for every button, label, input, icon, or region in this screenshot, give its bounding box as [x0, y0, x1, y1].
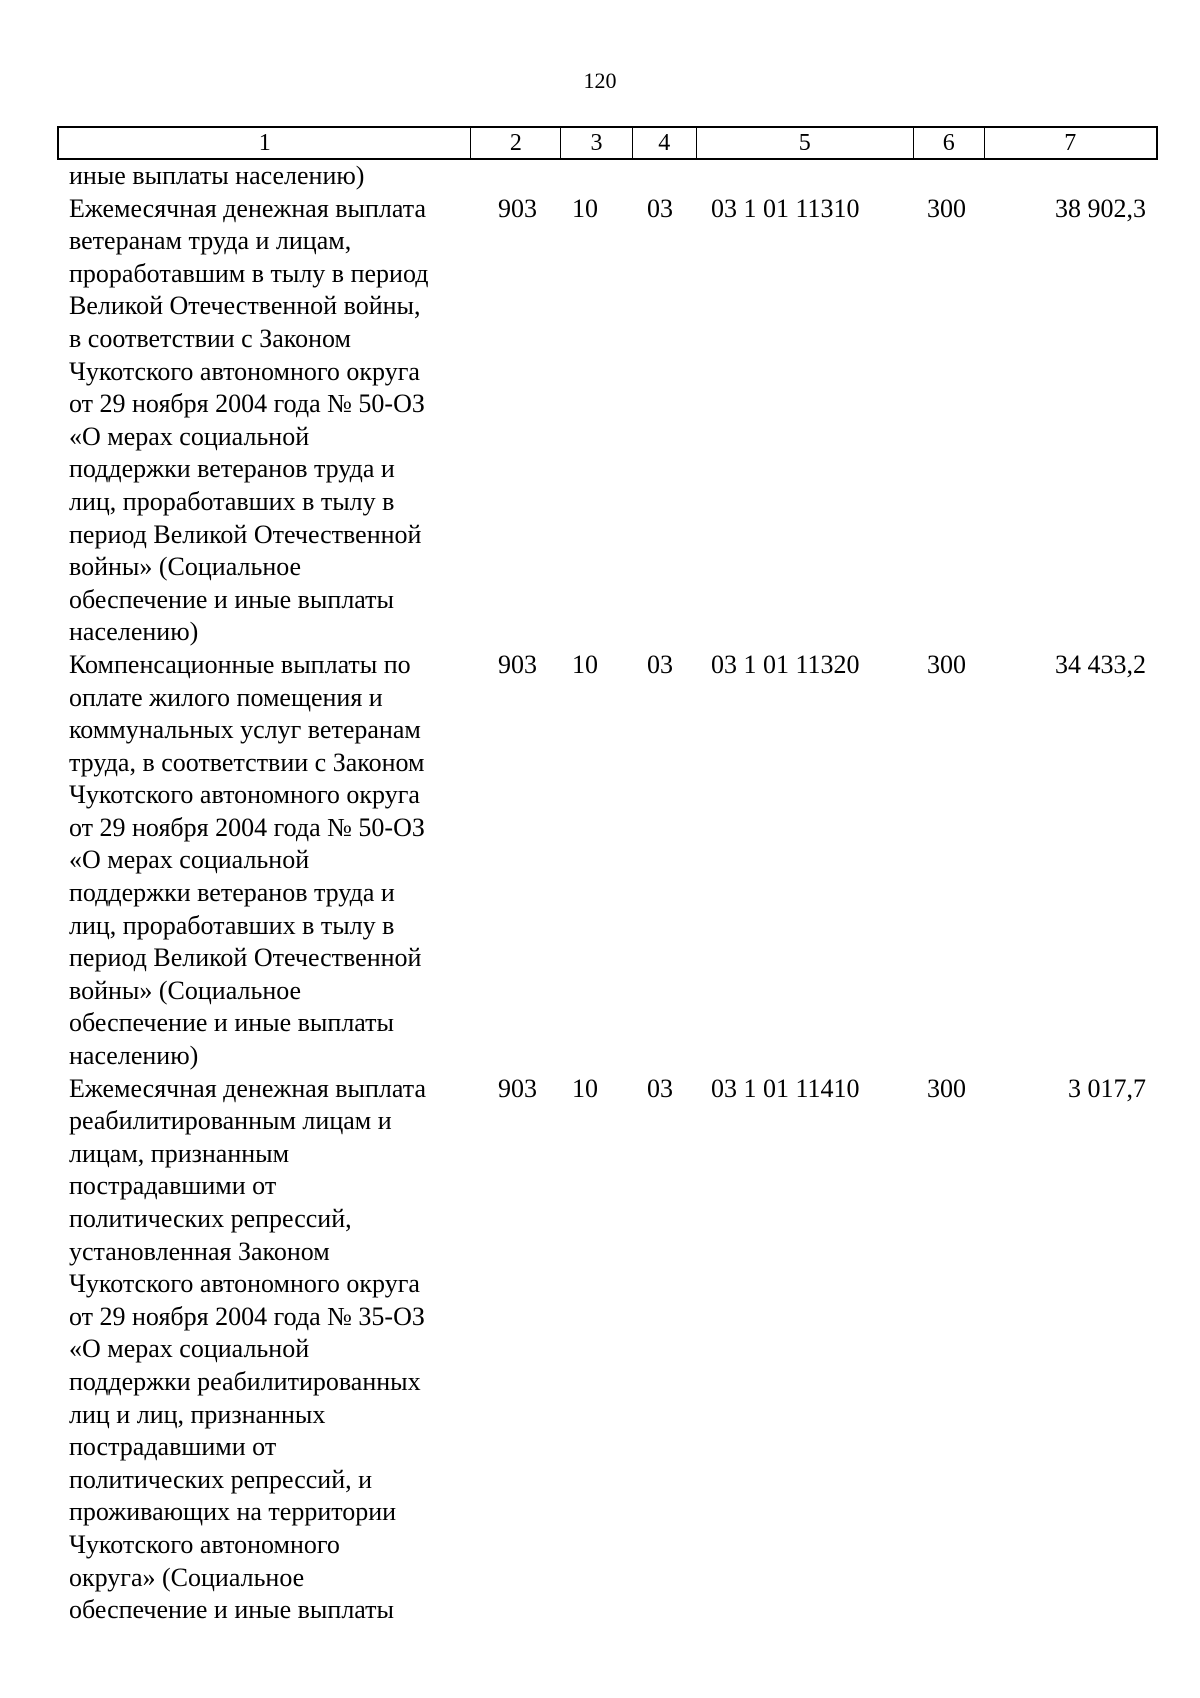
row-subsection: 03 — [647, 1073, 673, 1103]
row-target: 03 1 01 11410 — [711, 1073, 860, 1103]
row-ministry — [471, 160, 561, 193]
table-row — [57, 160, 1158, 193]
header-col-2: 2 — [471, 128, 561, 158]
row-amount — [986, 160, 1158, 193]
row-ministry: 903 — [498, 649, 537, 679]
row-ministry: 903 — [498, 193, 537, 223]
row-description: Ежемесячная денежная выплата ветеранам труда и лицам, проработавшим в тылу в период Великой Отечественной войны, в соответствии с Законом Чукотского автономного округа от 29 ноября 2004 года № 50-ОЗ «О мерах социальной поддержки ветеранов труда и лиц, проработавших в тылу в период Великой Отечественной войны» (Социальное обеспечение и иные выплаты населению) — [69, 193, 429, 647]
header-col-4: 4 — [633, 128, 697, 158]
header-col-6: 6 — [914, 128, 985, 158]
header-col-5: 5 — [697, 128, 914, 158]
row-subsection: 03 — [647, 193, 673, 223]
row-ministry: 903 — [498, 1073, 537, 1103]
row-amount: 3 017,7 — [1068, 1073, 1146, 1103]
row-target — [697, 160, 915, 193]
row-type — [915, 160, 986, 193]
table-header — [57, 126, 1158, 160]
row-description: Ежемесячная денежная выплата реабилитированным лицам и лицам, признанным пострадавшими от политических репрессий, установленная Законом Чукотского автономного округа от 29 ноября 2004 года № 35-ОЗ «О мерах социальной поддержки реабилитированных лиц и лиц, признанных пострадавшими от политических репрессий, и проживающих на территории Чукотского автономного округа» (Социальное обеспечение и иные выплаты — [69, 1073, 426, 1625]
row-description: иные выплаты населению) — [69, 161, 365, 190]
table-body — [57, 160, 1158, 1627]
row-target: 03 1 01 11310 — [711, 193, 860, 223]
row-section: 10 — [572, 1073, 598, 1103]
row-subsection: 03 — [647, 649, 673, 679]
row-amount: 34 433,2 — [1055, 649, 1146, 679]
header-col-7: 7 — [1064, 130, 1077, 156]
row-target: 03 1 01 11320 — [711, 649, 860, 679]
row-type: 300 — [927, 193, 966, 223]
row-type: 300 — [927, 1073, 966, 1103]
row-amount: 38 902,3 — [1055, 193, 1146, 223]
row-description: Компенсационные выплаты по оплате жилого помещения и коммунальных услуг ветеранам труда, в соответствии с Законом Чукотского автономного округа от 29 ноября 2004 года № 50-ОЗ «О мерах социальной поддержки ветеранов труда и лиц, проработавших в тылу в период Великой Отечественной войны» (Социальное обеспечение и иные выплаты населению) — [69, 649, 425, 1071]
row-section: 10 — [572, 193, 598, 223]
table-row — [57, 1073, 1158, 1627]
header-col-1: 1 — [59, 128, 471, 158]
header-col-3: 3 — [561, 128, 633, 158]
table-row — [57, 649, 1158, 1073]
row-section — [561, 160, 633, 193]
page-number: 120 — [583, 68, 617, 93]
row-section: 10 — [572, 649, 598, 679]
row-type: 300 — [927, 649, 966, 679]
table-row — [57, 193, 1158, 649]
row-subsection — [633, 160, 697, 193]
